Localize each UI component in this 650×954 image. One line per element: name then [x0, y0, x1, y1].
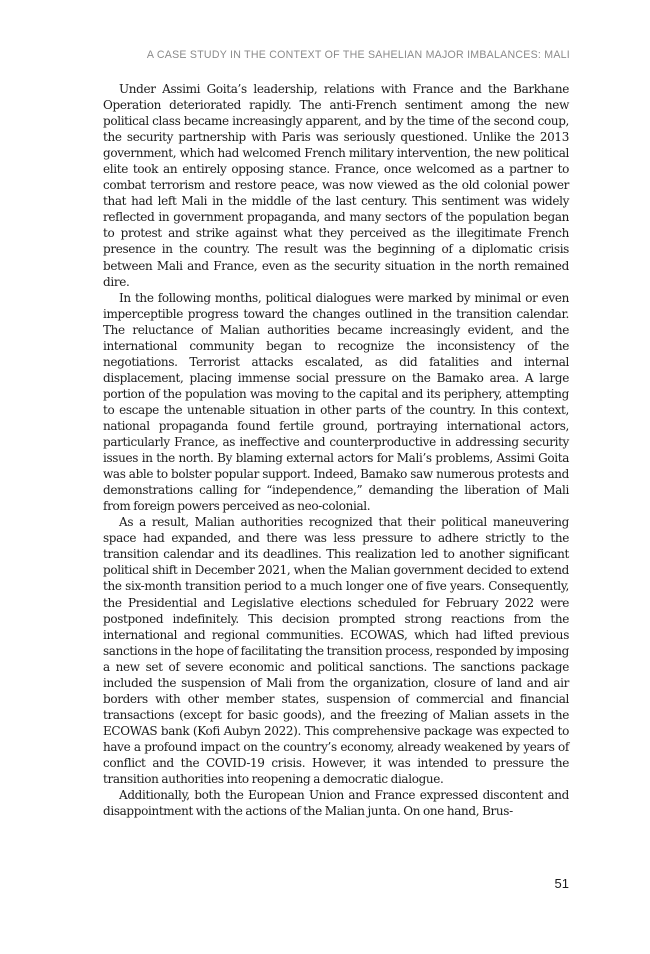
- paragraph-2: In the following months, political dialogues were marked by minimal or even imperceptible progress toward the changes outlined in the transition calendar. The reluctance of Malian authorities became increasingly evident, and the international community began to recognize the inconsistency of the negotiations. Terrorist attacks escalated, as did fatalities and internal displacement, placing immense social pressure on the Bamako area. A large portion of the population was moving to the capital and its periphery, attempting to escape the untenable situation in other parts of the country. In this context, national propaganda found fertile ground, portraying international actors, particularly France, as ineffective and counterproductive in addressing security issues in the north. By blaming external actors for Mali’s problems, Assimi Goita was able to bolster popular support. Indeed, Bamako saw numerous protests and demonstrations calling for “independence,” demanding the liberation of Mali from foreign powers perceived as neo-colonial.: [103, 290, 569, 514]
- body-text: [103, 81, 569, 819]
- paragraph-1: Under Assimi Goita’s leadership, relations with France and the Barkhane Operation deteriorated rapidly. The anti-French sentiment among the new political class became increasingly apparent, and by the time of the second coup, the security partnership with Paris was seriously questioned. Unlike the 2013 government, which had welcomed French military intervention, the new political elite took an entirely opposing stance. France, once welcomed as a partner to combat terrorism and restore peace, was now viewed as the old colonial power that had left Mali in the middle of the last century. This sentiment was widely reflected in government propaganda, and many sectors of the population began to protest and strike against what they perceived as the illegitimate French presence in the country. The result was the beginning of a diplomatic crisis between Mali and France, even as the security situation in the north remained dire.: [103, 82, 569, 289]
- page-number: 51: [554, 876, 569, 891]
- paragraph-3: As a result, Malian authorities recognized that their political maneuvering space had expanded, and there was less pressure to adhere strictly to the transition calendar and its deadlines. This realization led to another significant political shift in December 2021, when the Malian government decided to extend the six-month transition period to a much longer one of five years. Consequently, the Presidential and Legislative elections scheduled for February 2022 were postponed indefinitely. This decision prompted strong reactions from the international and regional communities. ECOWAS, which had lifted previous sanctions in the hope of facilitating the transition process, responded by imposing a new set of severe economic and political sanctions. The sanctions package included the suspension of Mali from the organization, closure of land and air borders with other member states, suspension of commercial and financial transactions (except for basic goods), and the freezing of Malian assets in the ECOWAS bank (Kofi Aubyn 2022). This comprehensive package was expected to have a profound impact on the country’s economy, already weakened by years of conflict and the COVID-19 crisis. However, it was intended to pressure the transition authorities into reopening a democratic dialogue.: [103, 515, 569, 787]
- paragraph-4: Additionally, both the European Union and France expressed discontent and disappointment with the actions of the Malian junta. On one hand, Brus-: [103, 788, 569, 819]
- running-header: A CASE STUDY IN THE CONTEXT OF THE SAHELIAN MAJOR IMBALANCES: MALI: [146, 49, 570, 61]
